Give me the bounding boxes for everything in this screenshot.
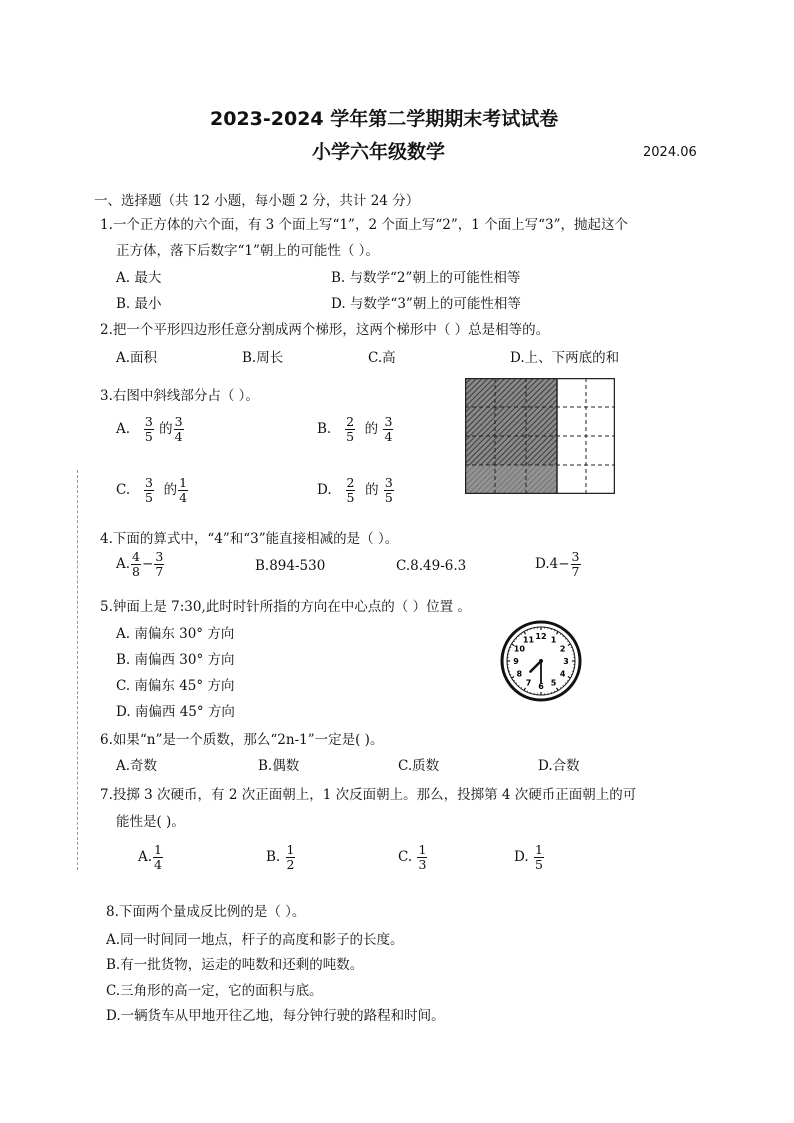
q1-stem-line1: 1.一个正方体的六个面，有 3 个面上写“1”，2 个面上写“2”，1 个面上写“3”，抛起这个 [100, 217, 628, 233]
q1-stem-line2: 正方体，落下后数字“1”朝上的可能性（ ）。 [116, 243, 379, 259]
q3-grid-figure [465, 378, 615, 494]
exam-title: 2023-2024 学年第二学期期末考试试卷 [210, 108, 559, 130]
q3-option-c: C. $\frac{3}{5}$ 的 $\frac{1}{4}$ [116, 475, 188, 505]
clock-numeral: 7 [525, 678, 532, 688]
q2-option-a: A.面积 [116, 350, 158, 366]
q1-option-b: B. 与数学“2”朝上的可能性相等 [331, 270, 521, 286]
q7-option-a: A. $\frac{1}{4}$ [138, 842, 162, 872]
q3-option-d: D. $\frac{2}{5}$ 的 $\frac{3}{5}$ [317, 475, 393, 505]
q8-option-c: C.三角形的高一定，它的面积与底。 [106, 983, 323, 999]
q6-option-c: C.质数 [398, 758, 440, 774]
q6-stem: 6.如果“n”是一个质数，那么“2n-1”一定是( )。 [100, 732, 384, 748]
clock-numeral: 4 [559, 669, 566, 679]
q1-option-c: B. 最小 [116, 296, 162, 312]
q7-option-c: C. $\frac{1}{3}$ [398, 842, 427, 872]
exam-subtitle: 小学六年级数学 [312, 141, 446, 163]
q4-option-b: B.894-530 [255, 558, 326, 574]
clock-numeral: 12 [535, 632, 547, 641]
q8-option-d: D.一辆货车从甲地开往乙地，每分钟行驶的路程和时间。 [106, 1008, 445, 1024]
q1-option-a: A. 最大 [116, 270, 162, 286]
q4-option-d: D.4− $\frac{3}{7}$ [535, 549, 580, 579]
q4-option-c: C.8.49-6.3 [396, 558, 467, 574]
q7-stem-line1: 7.投掷 3 次硬币，有 2 次正面朝上，1 次反面朝上。那么，投掷第 4 次硬币正面朝上的可 [100, 787, 637, 803]
section-heading: 一、选择题（共 12 小题，每小题 2 分，共计 24 分） [94, 193, 420, 209]
exam-date: 2024.06 [643, 145, 697, 160]
q7-option-d: D. $\frac{1}{5}$ [514, 842, 543, 872]
q2-option-b: B.周长 [242, 350, 284, 366]
q2-option-d: D.上、下两底的和 [510, 350, 620, 366]
q5-option-d: D. 南偏西 45° 方向 [116, 704, 235, 720]
q2-stem: 2.把一个平形四边形任意分割成两个梯形，这两个梯形中（ ）总是相等的。 [100, 322, 550, 338]
clock-numeral: 9 [513, 657, 519, 666]
q3-option-a: A. $\frac{3}{5}$ 的 $\frac{3}{4}$ [116, 414, 183, 444]
clock-figure [500, 620, 582, 702]
clock-numeral: 10 [513, 644, 525, 654]
clock-numeral: 2 [559, 644, 566, 654]
clock-numeral: 3 [563, 657, 569, 666]
q5-option-b: B. 南偏西 30° 方向 [116, 652, 235, 668]
clock-numeral: 8 [516, 669, 523, 679]
q3-stem: 3.右图中斜线部分占（ ）。 [100, 388, 259, 404]
clock-numeral: 1 [550, 635, 557, 645]
q7-option-b: B. $\frac{1}{2}$ [266, 842, 295, 872]
q5-option-a: A. 南偏东 30° 方向 [116, 626, 235, 642]
q6-option-d: D.合数 [538, 758, 580, 774]
q7-stem-line2: 能性是( )。 [116, 814, 185, 830]
q5-option-c: C. 南偏东 45° 方向 [116, 678, 235, 694]
q8-option-a: A.同一时间同一地点，杆子的高度和影子的长度。 [106, 932, 404, 948]
q1-option-d: D. 与数学“3”朝上的可能性相等 [331, 296, 521, 312]
q6-option-b: B.偶数 [258, 758, 300, 774]
q5-stem: 5.钟面上是 7:30,此时时针所指的方向在中心点的（ ）位置 。 [100, 599, 471, 615]
q4-stem: 4.下面的算式中，“4”和“3”能直接相减的是（ ）。 [100, 531, 399, 547]
clock-numeral: 11 [522, 635, 535, 645]
q8-stem: 8.下面两个量成反比例的是（ ）。 [106, 904, 306, 920]
q8-option-b: B.有一批货物，运走的吨数和还剩的吨数。 [106, 957, 364, 973]
q4-option-a: A. $\frac{4}{8}$ − $\frac{3}{7}$ [116, 549, 164, 579]
q2-option-c: C.高 [368, 350, 396, 366]
clock-numeral: 6 [538, 682, 544, 691]
q6-option-a: A.奇数 [116, 758, 158, 774]
clock-numeral: 5 [550, 678, 557, 688]
binding-margin-line [77, 470, 78, 870]
q3-option-b: B. $\frac{2}{5}$ 的 $\frac{3}{4}$ [317, 414, 393, 444]
